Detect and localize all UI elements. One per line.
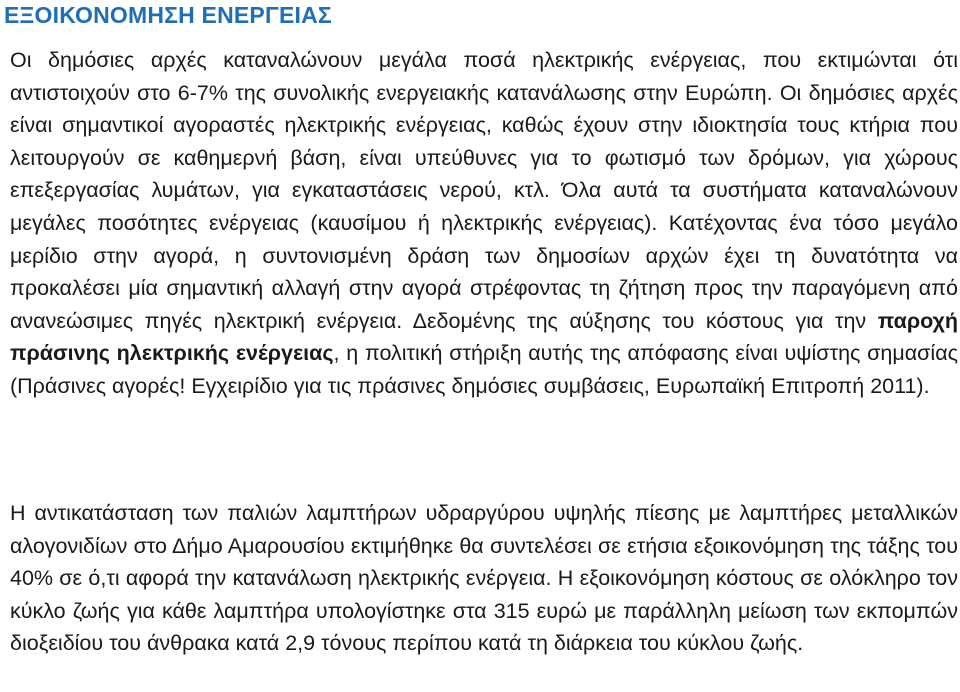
paragraph-public-authorities xyxy=(10,44,958,403)
paragraph-marousi-example: Η αντικατάσταση των παλιών λαμπτήρων υδραργύρου υψηλής πίεσης με λαμπτήρες μεταλλικών αλογονιδίων στο Δήμο Αμαρουσίου εκτιμήθηκε θα συντελέσει σε ετήσια εξοικονόμηση της τάξης του 40% σε ό,τι αφορά την κατανάλωση ηλεκτρικής ενέργεια. Η εξοικονόμηση κόστους σε ολόκληρο τον κύκλο ζωής για κάθε λαμπτήρα υπολογίστηκε στα 315 ευρώ με παράλληλη μείωση των εκπομπών διοξειδίου του άνθρακα κατά 2,9 τόνους περίπου κατά τη διάρκεια του κύκλου ζωής. xyxy=(10,501,958,656)
paragraph-text: , η πολιτική στήριξη αυτής της απόφασης είναι υψίστης σημασίας (Πράσινες αγορές! Εγχειρίδιο για τις πράσινες δημόσιες συμβάσεις, Ευρωπαϊκή Επιτροπή 2011). xyxy=(10,341,958,398)
bold-phrase: παροχή πράσινης ηλεκτρικής ενέργειας xyxy=(10,308,958,366)
page-title: ΕΞΟΙΚΟΝΟΜΗΣΗ ΕΝΕΡΓΕΙΑΣ xyxy=(4,2,332,28)
paragraph-text: Οι δημόσιες αρχές καταναλώνουν μεγάλα ποσά ηλεκτρικής ενέργειας, που εκτιμώνται ότι αντιστοιχούν στο 6-7% της συνολικής ενεργειακής κατανάλωσης στην Ευρώπη. Οι δημόσιες αρχές είναι σημαντικοί αγοραστές ηλεκτρικής ενέργειας, καθώς έχουν στην ιδιοκτησία τους κτήρια που λειτουργούν σε καθημερνή βάση, είναι υπεύθυνες για το φωτισμό των δρόμων, για χώρους επεξεργασίας λυμάτων, για εγκαταστάσεις νερού, κτλ. Όλα αυτά τα συστήματα καταναλώνουν μεγάλες ποσότητες ενέργειας (καυσίμου ή ηλεκτρικής ενέργειας). Κατέχοντας ένα τόσο μεγάλο μερίδιο στην αγορά, η συντονισμένη δράση των δημοσίων αρχών έχει τη δυνατότητα να προκαλέσει μία σημαντική αλλαγή στην αγορά στρέφοντας τη ζήτηση προς την παραγόμενη από ανανεώσιμες πηγές ηλεκτρική ενέργεια. Δεδομένης της αύξησης του κόστους για την xyxy=(10,48,958,333)
